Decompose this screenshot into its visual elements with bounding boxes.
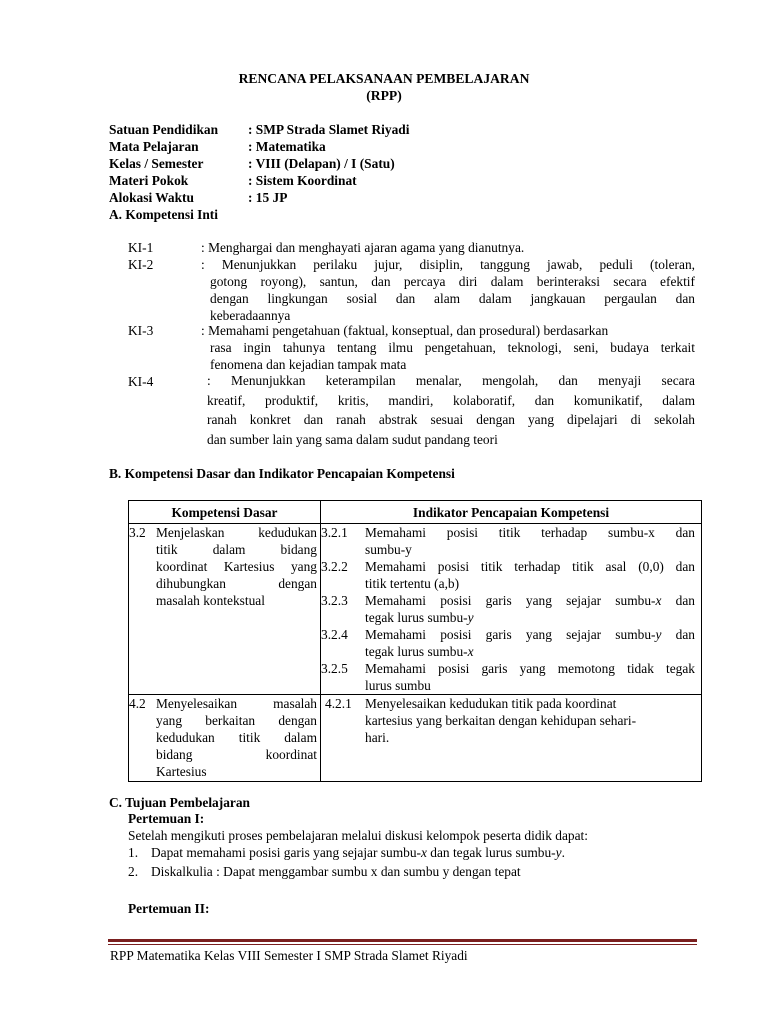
info-label-kelas: Kelas / Semester — [109, 156, 204, 171]
kd-line: titik dalam bidang — [156, 542, 317, 557]
indicator-item — [321, 626, 701, 660]
indicator-line: Memahami posisi garis yang sejajar sumbu-y dan — [365, 627, 695, 642]
kd-entry — [129, 524, 320, 609]
indicator-item — [321, 524, 701, 558]
indicator-line: tegak lurus sumbu-x — [365, 644, 474, 659]
kd-text — [156, 695, 320, 780]
indicator-number: 3.2.2 — [321, 559, 348, 574]
indicator-line: kartesius yang berkaitan dengan kehidupan sehari- — [365, 713, 637, 728]
section-b-heading: B. Kompetensi Dasar dan Indikator Pencapaian Kompetensi — [109, 466, 455, 481]
goals-intro: Setelah mengikuti proses pembelajaran melalui diskusi kelompok peserta didik dapat: — [128, 828, 589, 843]
table-row — [129, 695, 702, 782]
ki-code: KI-2 — [128, 257, 154, 272]
ki-text — [201, 256, 695, 324]
indicator-line: hari. — [365, 730, 390, 745]
info-label-materi: Materi Pokok — [109, 173, 189, 188]
ki-line: : Memahami pengetahuan (faktual, konseptual, dan prosedural) berdasarkan — [201, 323, 609, 338]
info-value-alokasi: : 15 JP — [248, 190, 288, 205]
ki-line: ranah konkret dan ranah abstrak sesuai dengan yang dipelajari di sekolah — [207, 412, 695, 427]
meeting-1-heading: Pertemuan I: — [128, 811, 205, 826]
indicator-text — [365, 695, 701, 746]
indicator-cell — [321, 524, 702, 695]
ki-line: fenomena dan kejadian tampak mata — [210, 357, 407, 372]
info-label-mapel: Mata Pelajaran — [109, 139, 199, 154]
indicator-text — [365, 558, 701, 592]
indicator-number: 4.2.1 — [325, 696, 352, 711]
kd-number: 3.2 — [129, 525, 146, 540]
kd-line: bidang koordinat — [156, 747, 317, 762]
info-value-materi: : Sistem Koordinat — [248, 173, 357, 188]
indicator-line: titik tertentu (a,b) — [365, 576, 460, 591]
indicator-line: tegak lurus sumbu-y — [365, 610, 474, 625]
kd-cell — [129, 695, 321, 782]
col-header-kd: Kompetensi Dasar — [129, 501, 321, 524]
kd-entry — [129, 695, 320, 780]
indicator-line: Memahami posisi garis yang sejajar sumbu-x dan — [365, 593, 695, 608]
indicator-text — [365, 626, 701, 660]
ki-text — [201, 322, 695, 373]
footer-rule-thin — [108, 944, 697, 945]
section-c-heading: C. Tujuan Pembelajaran — [109, 795, 250, 810]
competency-table — [128, 500, 702, 782]
footer-rule-thick — [108, 939, 697, 942]
indicator-number: 3.2.3 — [321, 593, 348, 608]
indicator-item — [321, 660, 701, 694]
document-title: RENCANA PELAKSANAAN PEMBELAJARAN — [238, 71, 530, 86]
meeting-2-heading: Pertemuan II: — [128, 901, 210, 916]
kd-line: masalah kontekstual — [156, 593, 265, 608]
kd-number: 4.2 — [129, 696, 146, 711]
ki-line: kreatif, produktif, kritis, mandiri, kolaboratif, dan komunikatif, dalam — [207, 392, 695, 408]
info-label-satuan: Satuan Pendidikan — [109, 122, 219, 137]
ki-line: gotong royong), santun, dan percaya diri dalam berinteraksi secara efektif — [210, 274, 695, 289]
ki-line: keberadaannya — [210, 308, 291, 323]
indicator-line: Menyelesaikan kedudukan titik pada koordinat — [365, 696, 617, 711]
info-value-satuan: : SMP Strada Slamet Riyadi — [248, 122, 410, 137]
kd-cell — [129, 524, 321, 695]
kd-line: koordinat Kartesius yang — [156, 559, 317, 574]
goal-text: Diskalkulia : Dapat menggambar sumbu x dan sumbu y dengan tepat — [151, 864, 521, 879]
indicator-line: Memahami posisi garis yang memotong tidak tegak — [365, 661, 695, 676]
goal-number: 1. — [128, 845, 139, 860]
indicator-line: lurus sumbu — [365, 678, 431, 693]
section-a-heading: A. Kompetensi Inti — [109, 207, 218, 222]
ki-code: KI-1 — [128, 240, 154, 255]
indicator-line: Memahami posisi titik terhadap titik asal (0,0) dan — [365, 559, 695, 574]
indicator-text — [365, 524, 701, 558]
indicator-number: 3.2.1 — [321, 525, 348, 540]
ki-line: dengan lingkungan sosial dan alam dalam jangkauan pergaulan dan — [210, 291, 695, 306]
ki-line: dan sumber lain yang sama dalam sudut pandang teori — [207, 431, 498, 447]
kd-line: yang berkaitan dengan — [156, 713, 317, 728]
kd-line: Menjelaskan kedudukan — [156, 525, 317, 540]
kd-line: kedudukan titik dalam — [156, 730, 317, 745]
document-subtitle: (RPP) — [366, 88, 402, 103]
ki-line: : Menunjukkan keterampilan menalar, mengolah, dan menyaji secara — [207, 373, 695, 388]
kd-line: Menyelesaikan masalah — [156, 696, 317, 711]
col-header-indicator: Indikator Pencapaian Kompetensi — [321, 501, 702, 524]
info-value-kelas: : VIII (Delapan) / I (Satu) — [248, 156, 395, 171]
page-footer: RPP Matematika Kelas VIII Semester I SMP Strada Slamet Riyadi — [110, 948, 468, 963]
info-value-mapel: : Matematika — [248, 139, 326, 154]
goal-number: 2. — [128, 864, 139, 879]
ki-line: rasa ingin tahunya tentang ilmu pengetahuan, teknologi, seni, budaya terkait — [210, 340, 695, 355]
ki-text — [207, 371, 695, 449]
table-row — [129, 524, 702, 695]
indicator-line: sumbu-y — [365, 542, 412, 557]
indicator-text — [365, 592, 701, 626]
kd-line: dihubungkan dengan — [156, 576, 317, 591]
ki-line: : Menunjukkan perilaku jujur, disiplin, tanggung jawab, peduli (toleran, — [201, 257, 695, 272]
kd-text — [156, 524, 320, 609]
info-label-alokasi: Alokasi Waktu — [109, 190, 194, 205]
ki-text — [201, 239, 695, 256]
indicator-line: Memahami posisi titik terhadap sumbu-x dan — [365, 525, 695, 540]
ki-code: KI-4 — [128, 374, 154, 389]
indicator-number: 3.2.5 — [321, 661, 348, 676]
indicator-number: 3.2.4 — [321, 627, 348, 642]
indicator-cell — [321, 695, 702, 782]
ki-code: KI-3 — [128, 323, 154, 338]
goal-text: Dapat memahami posisi garis yang sejajar sumbu-x dan tegak lurus sumbu-y. — [151, 845, 565, 860]
ki-line: : Menghargai dan menghayati ajaran agama yang dianutnya. — [201, 240, 525, 255]
indicator-item — [321, 695, 701, 746]
table-header-row — [129, 501, 702, 524]
indicator-item — [321, 592, 701, 626]
kd-line: Kartesius — [156, 764, 207, 779]
indicator-text — [365, 660, 701, 694]
indicator-item — [321, 558, 701, 592]
